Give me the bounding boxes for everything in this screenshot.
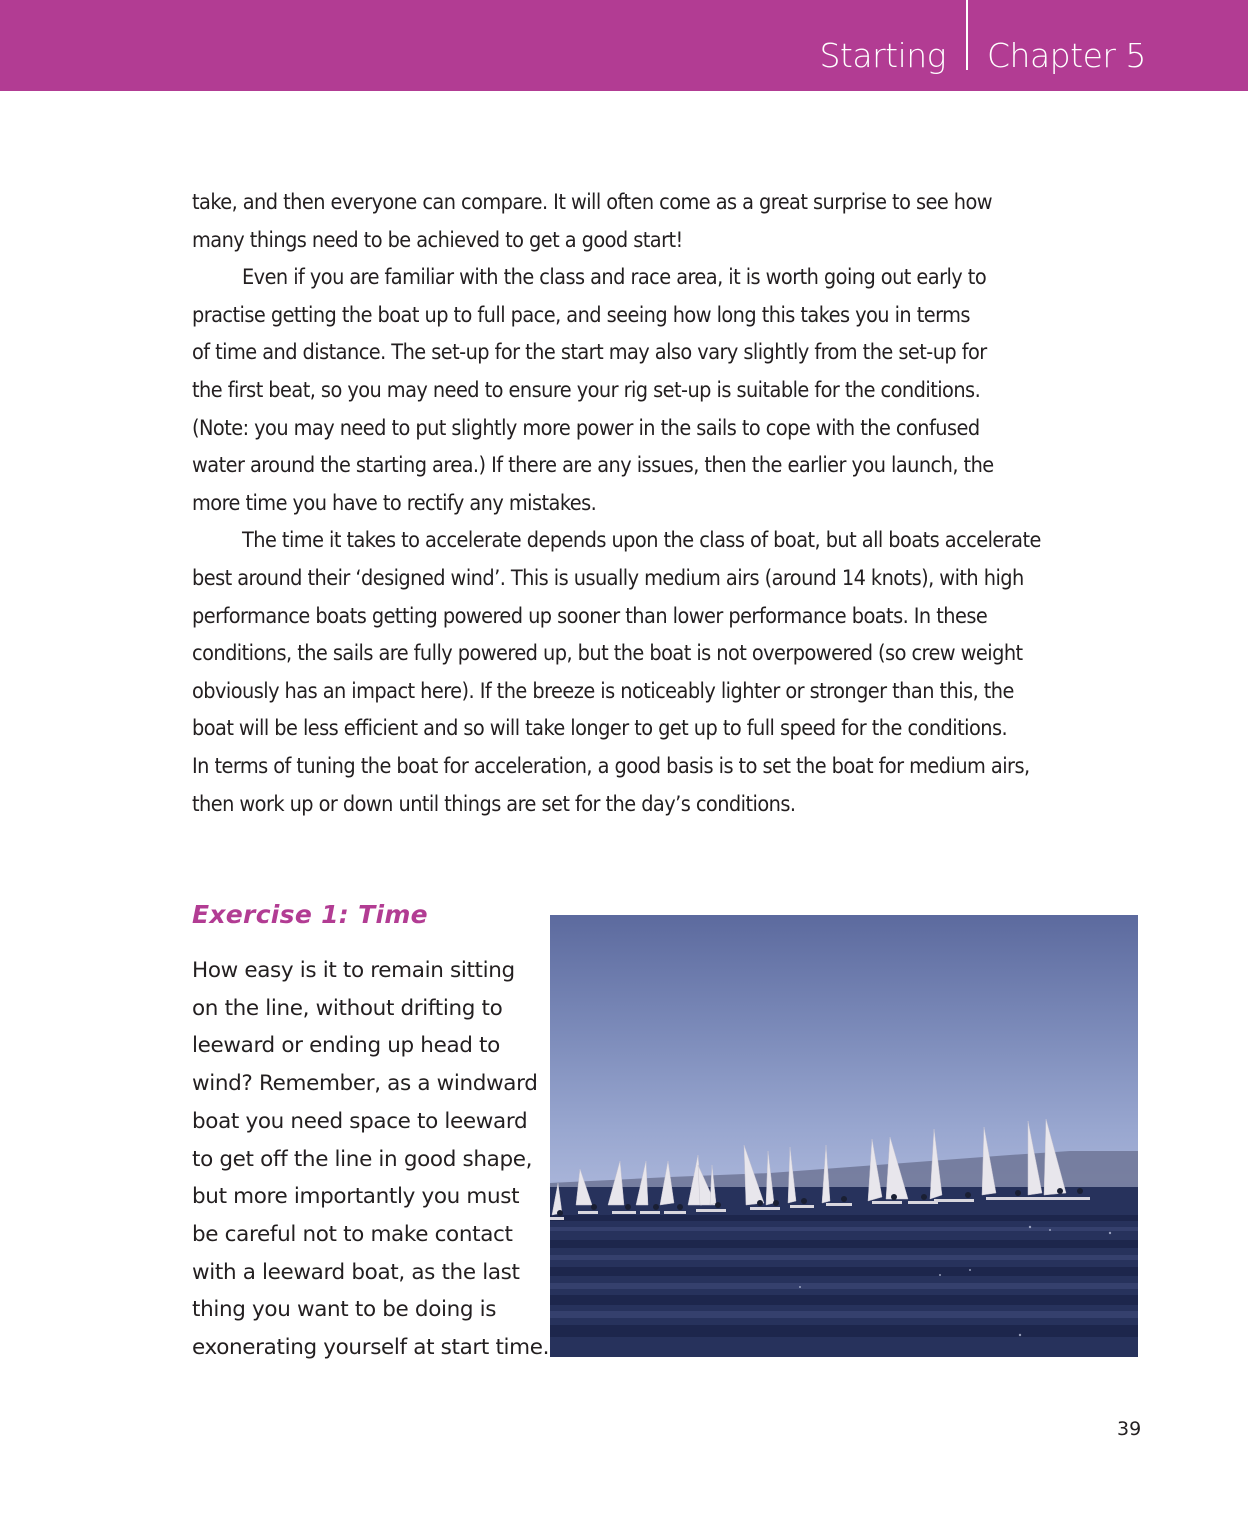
paragraph-1 bbox=[192, 184, 1142, 259]
section-title: Starting bbox=[819, 36, 946, 75]
photo-illustration bbox=[550, 915, 1138, 1357]
text-line: (Note: you may need to put slightly more power in the sails to cope with the confused bbox=[192, 415, 980, 441]
text-line: boat you need space to leeward bbox=[192, 1108, 528, 1134]
chapter-title: Chapter 5 bbox=[987, 36, 1146, 75]
text-line: Even if you are familiar with the class and race area, it is worth going out early to bbox=[242, 265, 987, 291]
paragraph-2 bbox=[192, 259, 1142, 522]
exercise-heading: Exercise 1: Time bbox=[192, 900, 428, 929]
text-line: on the line, without drifting to bbox=[192, 995, 503, 1021]
text-line: to get off the line in good shape, bbox=[192, 1146, 533, 1172]
paragraph-3 bbox=[192, 522, 1142, 823]
text-line: leeward or ending up head to bbox=[192, 1033, 500, 1059]
text-line: conditions, the sails are fully powered up, but the boat is not overpowered (so crew weight bbox=[192, 641, 1023, 667]
text-line: water around the starting area.) If there are any issues, then the earlier you launch, the bbox=[192, 453, 994, 479]
text-line: boat will be less efficient and so will take longer to get up to full speed for the conditions. bbox=[192, 716, 1008, 742]
text-line: take, and then everyone can compare. It will often come as a great surprise to see how bbox=[192, 190, 993, 215]
text-line: best around their ‘designed wind’. This is usually medium airs (around 14 knots), with high bbox=[192, 565, 1024, 591]
text-line: the first beat, so you may need to ensure your rig set-up is suitable for the conditions. bbox=[192, 377, 981, 403]
text-line: practise getting the boat up to full pace, and seeing how long this takes you in terms bbox=[192, 302, 970, 328]
sailing-fleet-photo bbox=[550, 915, 1138, 1357]
text-line: thing you want to be doing is bbox=[192, 1297, 497, 1323]
text-line: more time you have to rectify any mistakes. bbox=[192, 490, 597, 516]
header-divider bbox=[966, 0, 968, 70]
text-line: but more importantly you must bbox=[192, 1184, 520, 1210]
text-line: The time it takes to accelerate depends upon the class of boat, but all boats accelerate bbox=[242, 528, 1041, 554]
text-line: with a leeward boat, as the last bbox=[192, 1259, 520, 1285]
chapter-header-bar bbox=[0, 0, 1248, 91]
text-line: obviously has an impact here). If the breeze is noticeably lighter or stronger than this, the bbox=[192, 678, 1014, 704]
text-line: exonerating yourself at start time. bbox=[192, 1335, 550, 1361]
text-line: then work up or down until things are set for the day’s conditions. bbox=[192, 791, 796, 817]
text-line: of time and distance. The set-up for the start may also vary slightly from the set-up for bbox=[192, 340, 987, 366]
text-line: In terms of tuning the boat for acceleration, a good basis is to set the boat for medium airs, bbox=[192, 753, 1030, 779]
text-line: How easy is it to remain sitting bbox=[192, 958, 515, 983]
body-text bbox=[192, 184, 1142, 823]
text-line: be careful not to make contact bbox=[192, 1221, 513, 1247]
text-line: performance boats getting powered up sooner than lower performance boats. In these bbox=[192, 603, 988, 629]
text-line: wind? Remember, as a windward bbox=[192, 1071, 538, 1097]
text-line: many things need to be achieved to get a good start! bbox=[192, 227, 683, 253]
exercise-text bbox=[192, 952, 550, 1367]
page-number: 39 bbox=[1117, 1418, 1142, 1440]
